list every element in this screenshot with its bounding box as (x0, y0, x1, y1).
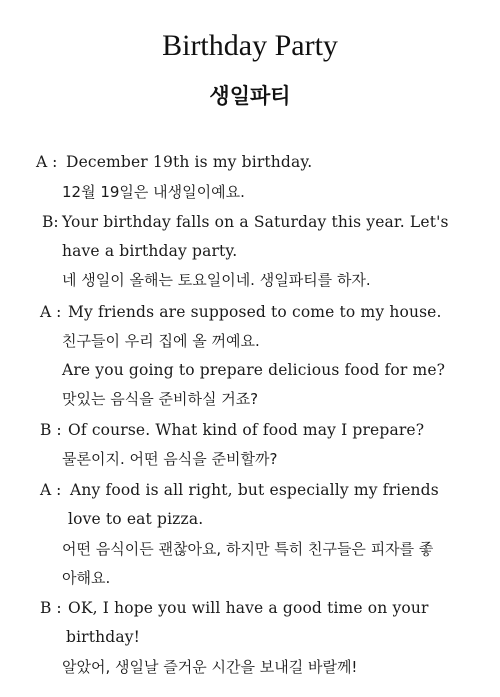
speaker-label: B : (40, 421, 62, 439)
translation-line: 어떤 음식이든 괜찮아요, 하지만 특히 친구들은 피자를 좋 (62, 540, 434, 558)
dialogue-line: Of course. What kind of food may I prepare? (68, 421, 425, 439)
dialogue-line: December 19th is my birthday. (66, 153, 313, 171)
translation-line: 네 생일이 올해는 토요일이네. 생일파티를 하자. (62, 271, 371, 289)
translation-line: 12월 19일은 내생일이예요. (62, 183, 245, 201)
speaker-label: A : (40, 303, 62, 321)
dialogue-line: My friends are supposed to come to my house. (68, 303, 442, 321)
dialogue-line: Any food is all right, but especially my friends (70, 481, 439, 499)
page-title: Birthday Party (162, 29, 338, 62)
translation-line: 아해요. (62, 569, 111, 587)
translation-line: 물론이지. 어떤 음식을 준비할까? (62, 450, 278, 468)
speaker-label: A : (40, 481, 62, 499)
dialogue-line: love to eat pizza. (68, 510, 204, 528)
speaker-label: B: (42, 213, 59, 231)
dialogue-line: have a birthday party. (62, 242, 238, 260)
dialogue-line: birthday! (66, 628, 140, 646)
translation-line: 맛있는 음식을 준비하실 거죠? (62, 390, 259, 408)
page-subtitle: 생일파티 (209, 84, 291, 108)
dialogue-line: OK, I hope you will have a good time on your (68, 599, 429, 617)
dialogue-line: Are you going to prepare delicious food for me? (62, 361, 446, 379)
speaker-label: B : (40, 599, 62, 617)
speaker-label: A : (36, 153, 58, 171)
translation-line: 친구들이 우리 집에 올 꺼예요. (62, 332, 260, 350)
translation-line: 알았어, 생일날 즐거운 시간을 보내길 바랄께! (62, 658, 358, 676)
dialogue-line: Your birthday falls on a Saturday this year. Let's (62, 213, 449, 231)
